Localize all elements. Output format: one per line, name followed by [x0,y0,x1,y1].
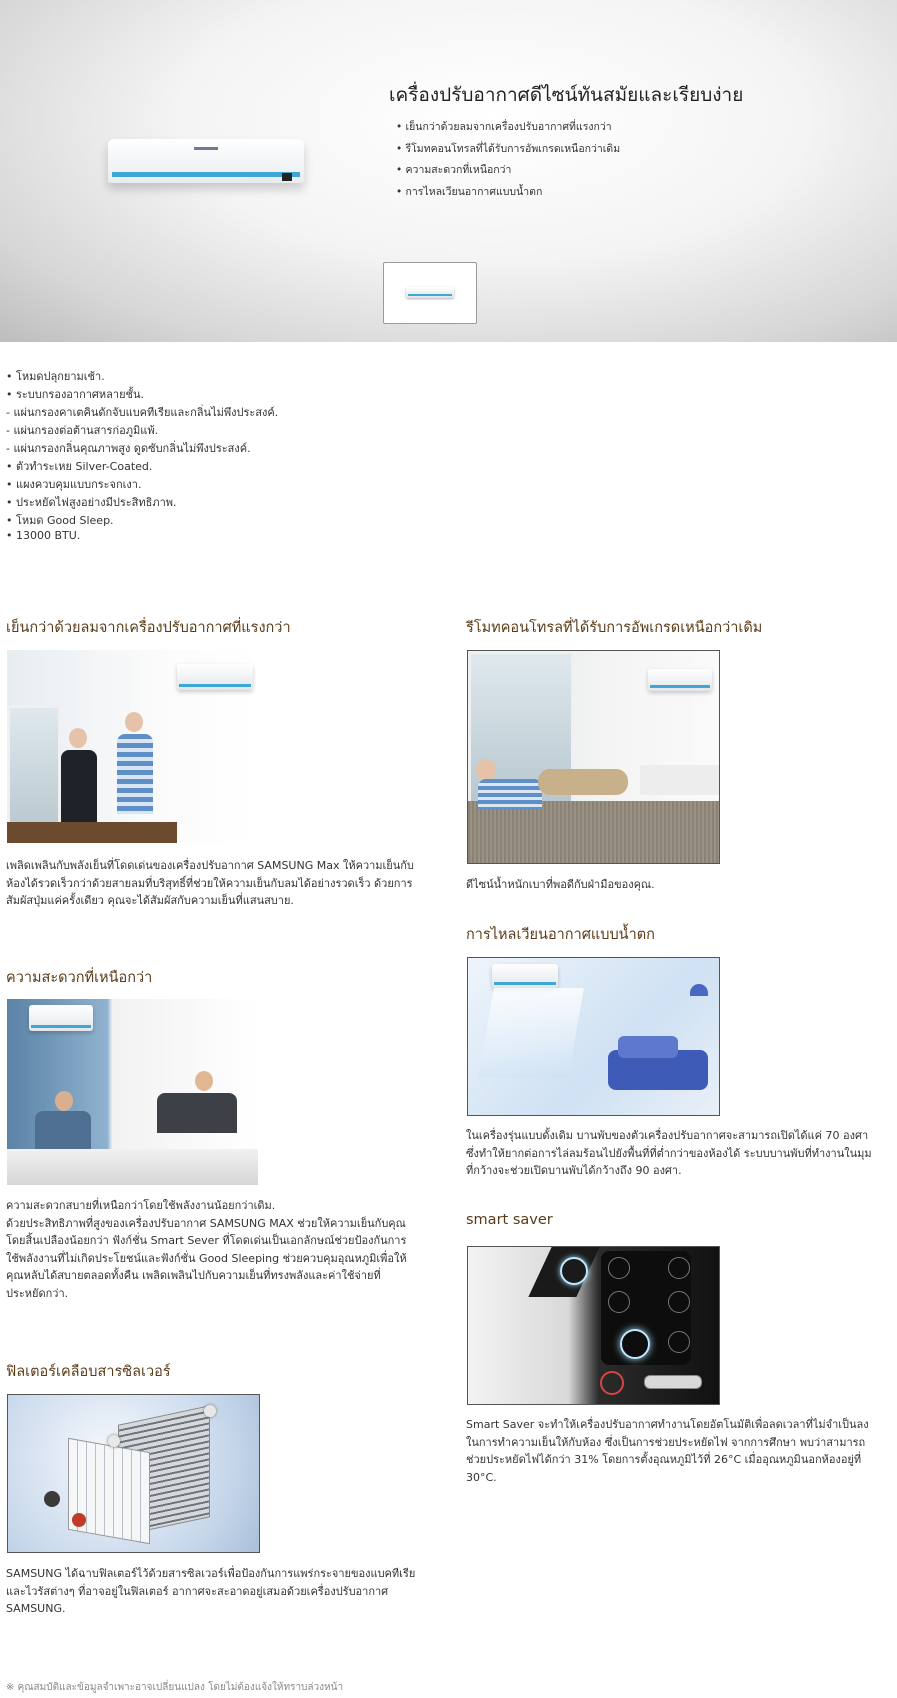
feature-list [6,367,278,547]
heading-waterfall: การไหลเวียนอากาศแบบน้ำตก [466,927,655,943]
heading-cooling: เย็นกว่าด้วยลมจากเครื่องปรับอากาศที่แรงกว่า [6,620,291,636]
hero-title: เครื่องปรับอากาศดีไซน์ทันสมัยและเรียบง่าย [389,84,744,106]
photo-silver-filter [7,1394,260,1553]
text-silver-filter: SAMSUNG ได้ฉาบฟิลเตอร์ไว้ด้วยสารซิลเวอร์เพื่อป้องกันการแพร่กระจายของแบคทีเรีย และไวรัสต่างๆ ที่อาจอยู่ในฟิลเตอร์ อากาศจะสะอาดอยู่เสมอด้วยเครื่องปรับอากาศ SAMSUNG. [6,1567,416,1615]
feature-item: • โหมดปลุกยามเช้า. [6,370,105,383]
text-convenience: ความสะดวกสบายที่เหนือกว่าโดยใช้พลังงานน้อยกว่าเดิม. ด้วยประสิทธิภาพที่สูงของเครื่องปรับอากาศ SAMSUNG MAX ช่วยให้ความเย็นกับคุณ โดยสิ้นเปลืองน้อยกว่า ฟังก์ชั่น Smart Sever ที่โดดเด่นเป็นเอกลักษณ์ช่วยป้องกันการ ใช้พลังงานที่ไม่เกิดประโยชน์และฟังก์ชั่น Good Sleeping ช่วยควบคุมอุณหภูมิเพื่อให้ คุณหลับได้สบายตลอดทั้งคืน เพลิดเพลินไปกับความเย็นที่ทรงพลังและค่าใช้จ่ายที่ ประหยัดกว่า. [6,1199,407,1300]
feature-item: • ตัวทำระเหย Silver-Coated. [6,460,153,473]
heading-smart-saver: smart saver [466,1212,553,1228]
hero-banner [0,0,897,342]
feature-item: - แผ่นกรองต่อต้านสารก่อภูมิแพ้. [6,424,159,437]
text-smart-saver: Smart Saver จะทำให้เครื่องปรับอากาศทำงานโดยอัตโนมัติเพื่อลดเวลาที่ไม่จำเป็นลง ในการทำความเย็นให้กับห้อง ซึ่งเป็นการช่วยประหยัดไฟ จากการศึกษา พบว่าสามารถ ช่วยประหยัดไฟได้กว่า 31% โดยการตั้งอุณหภูมิไว้ที่ 26°C เมื่ออุณหภูมินอกห้องอยู่ที่ 30°C. [466,1418,869,1484]
text-cooling: เพลิดเพลินกับพลังเย็นที่โดดเด่นของเครื่องปรับอากาศ SAMSUNG Max ให้ความเย็นกับ ห้องได้รวดเร็วกว่าด้วยสายลมที่บริสุทธิ์ที่ช่วยให้ความเย็นกับลมได้อย่างรวดเร็ว ด้วยการ สัมผัสปุ่มแค่ครั้งเดียว คุณจะได้สัมผัสกับความเย็นที่แสนสบาย. [6,859,414,907]
heading-remote: รีโมทคอนโทรลที่ได้รับการอัพเกรดเหนือกว่าเดิม [466,620,763,636]
air-conditioner-image [108,139,304,183]
hero-bullet: • เย็นกว่าด้วยลมจากเครื่องปรับอากาศที่แรงกว่า [396,121,612,133]
product-thumbnail[interactable] [383,262,477,324]
disclaimer-footer: ※ คุณสมบัติและข้อมูลจำเพาะอาจเปลี่ยนแปลง โดยไม่ต้องแจ้งให้ทราบล่วงหน้า [6,1682,344,1693]
hero-bullet: • ความสะดวกที่เหนือกว่า [396,164,512,176]
text-remote: ดีไซน์น้ำหนักเบาที่พอดีกับฝ่ามือของคุณ. [466,878,655,891]
photo-smart-saver [467,1246,720,1405]
photo-remote [467,650,720,864]
heading-convenience: ความสะดวกที่เหนือกว่า [6,970,153,986]
photo-convenience [7,999,258,1185]
text-waterfall: ในเครื่องรุ่นแบบดั้งเดิม บานพับของตัวเครื่องปรับอากาศจะสามารถเปิดได้แค่ 70 องศา ซึ่งทำให้ยากต่อการไล่ลมร้อนไปยังพื้นที่ที่ต่ำกว่าของห้องได้ ระบบบานพับที่ทำงานในมุม ที่กว้างจะช่วยเปิดบานพับได้กว้างถึง 90 องศา. [466,1129,872,1177]
hero-bullet-list [396,118,620,204]
feature-item: • โหมด Good Sleep. [6,514,114,527]
thumbnail-ac-image [406,287,454,298]
feature-item: • ประหยัดไฟสูงอย่างมีประสิทธิภาพ. [6,496,177,509]
feature-item: • แผงควบคุมแบบกระจกเงา. [6,478,142,491]
display-panel [282,173,292,181]
samsung-logo [194,147,218,150]
heading-silver-filter: ฟิลเตอร์เคลือบสารซิลเวอร์ [6,1364,171,1380]
photo-waterfall [467,957,720,1116]
hero-bullet: • รีโมทคอนโทรลที่ได้รับการอัพเกรดเหนือกว่าเดิม [396,142,621,155]
feature-item: - แผ่นกรองกลิ่นคุณภาพสูง ดูดซับกลิ่นไม่พึงประสงค์. [6,442,251,455]
photo-cooling [7,650,258,843]
blue-stripe [112,172,300,177]
feature-item: • 13000 BTU. [6,529,81,542]
feature-item: - แผ่นกรองคาเตคินดักจับแบคทีเรียและกลิ่นไม่พึงประสงค์. [6,406,279,419]
feature-item: • ระบบกรองอากาศหลายชั้น. [6,388,145,401]
hero-bullet: • การไหลเวียนอากาศแบบน้ำตก [396,185,543,198]
